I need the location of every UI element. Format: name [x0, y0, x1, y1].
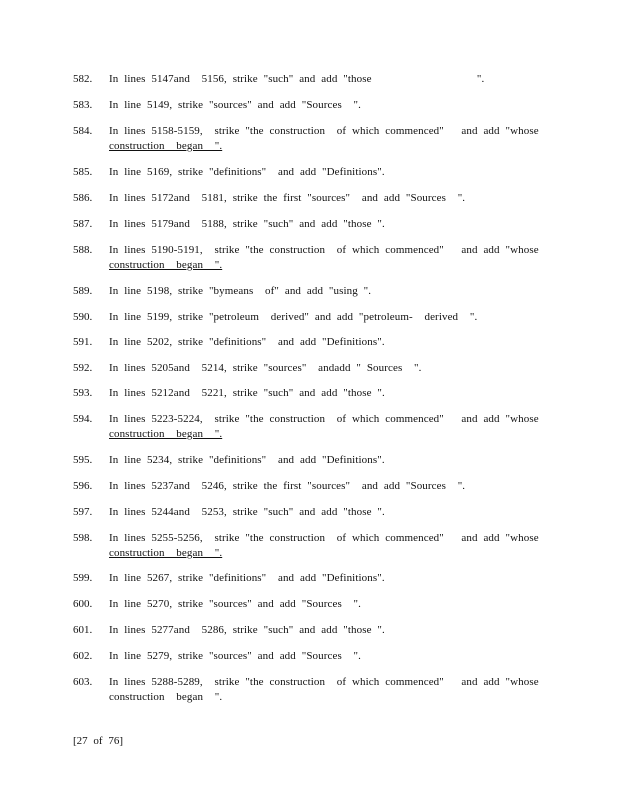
item-number: 602. — [73, 650, 93, 662]
item-number: 585. — [73, 166, 93, 178]
item-number: 588. — [73, 244, 93, 256]
item-text-continued: construction began ". — [109, 140, 223, 152]
item-text-continued: construction began ". — [109, 547, 223, 559]
item-number: 587. — [73, 218, 93, 230]
item-number: 593. — [73, 387, 93, 399]
item-text: In lines 5147and 5156, strike "such" and add "those ". — [109, 73, 485, 85]
item-text: In lines 5244and 5253, strike "such" and add "those ". — [109, 506, 385, 518]
item-number: 601. — [73, 624, 93, 636]
item-text: In lines 5179and 5188, strike "such" and add "those ". — [109, 218, 385, 230]
item-text-continued: construction began ". — [109, 691, 223, 703]
item-number: 596. — [73, 480, 93, 492]
item-text: In line 5267, strike "definitions" and add "Definitions". — [109, 572, 385, 584]
item-number: 595. — [73, 454, 93, 466]
item-text: In lines 5237and 5246, strike the first "sources" and add "Sources ". — [109, 480, 466, 492]
item-number: 584. — [73, 125, 93, 137]
item-number: 586. — [73, 192, 93, 204]
item-text: In lines 5288-5289, strike "the construction of which commenced" and add "whose — [109, 676, 539, 688]
item-number: 592. — [73, 362, 93, 374]
item-text-continued: construction began ". — [109, 259, 223, 271]
item-number: 594. — [73, 413, 93, 425]
item-text: In line 5169, strike "definitions" and add "Definitions". — [109, 166, 385, 178]
item-number: 590. — [73, 311, 93, 323]
item-text: In lines 5158-5159, strike "the construction of which commenced" and add "whose — [109, 125, 539, 137]
item-text: In line 5149, strike "sources" and add "Sources ". — [109, 99, 361, 111]
item-number: 582. — [73, 73, 93, 85]
page-footer: [27 of 76] — [73, 735, 123, 747]
item-number: 597. — [73, 506, 93, 518]
item-text-continued: construction began ". — [109, 428, 223, 440]
item-number: 603. — [73, 676, 93, 688]
item-number: 583. — [73, 99, 93, 111]
item-text: In line 5202, strike "definitions" and add "Definitions". — [109, 336, 385, 348]
item-text: In lines 5212and 5221, strike "such" and add "those ". — [109, 387, 385, 399]
item-text: In line 5279, strike "sources" and add "Sources ". — [109, 650, 361, 662]
item-text: In lines 5205and 5214, strike "sources" andadd " Sources ". — [109, 362, 422, 374]
item-number: 600. — [73, 598, 93, 610]
item-text: In lines 5190-5191, strike "the construction of which commenced" and add "whose — [109, 244, 539, 256]
item-number: 591. — [73, 336, 93, 348]
item-text: In lines 5277and 5286, strike "such" and add "those ". — [109, 624, 385, 636]
item-text: In line 5234, strike "definitions" and add "Definitions". — [109, 454, 385, 466]
item-text: In lines 5223-5224, strike "the construction of which commenced" and add "whose — [109, 413, 539, 425]
item-text: In line 5198, strike "bymeans of" and add "using ". — [109, 285, 372, 297]
item-number: 599. — [73, 572, 93, 584]
item-number: 598. — [73, 532, 93, 544]
item-text: In lines 5255-5256, strike "the construction of which commenced" and add "whose — [109, 532, 539, 544]
item-text: In line 5270, strike "sources" and add "Sources ". — [109, 598, 361, 610]
item-number: 589. — [73, 285, 93, 297]
item-text: In lines 5172and 5181, strike the first "sources" and add "Sources ". — [109, 192, 466, 204]
item-text: In line 5199, strike "petroleum derived" and add "petroleum- derived ". — [109, 311, 478, 323]
